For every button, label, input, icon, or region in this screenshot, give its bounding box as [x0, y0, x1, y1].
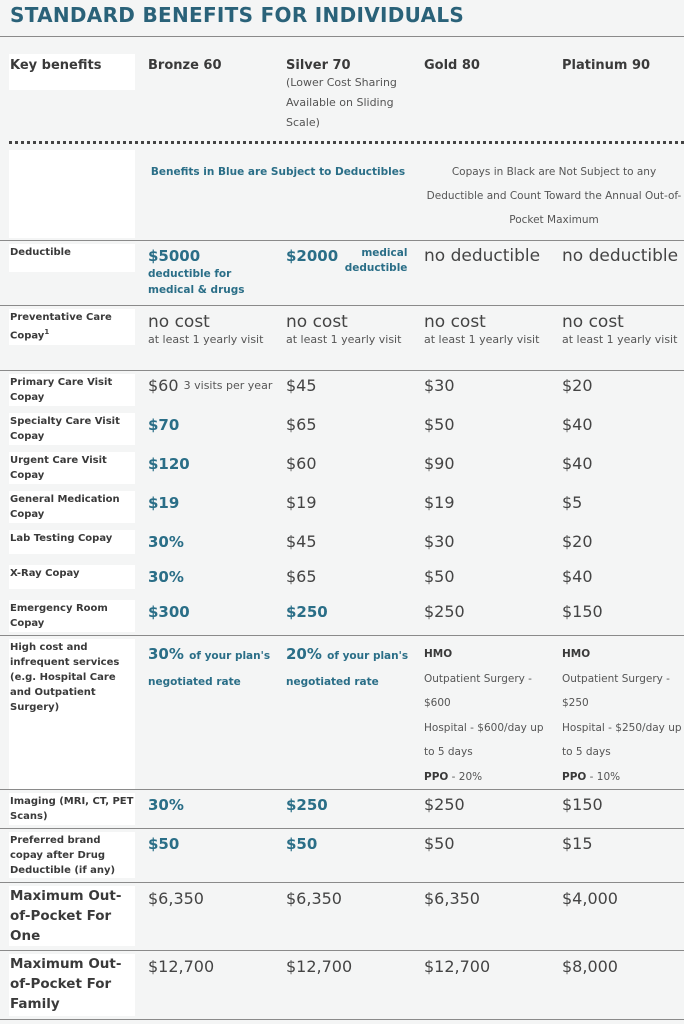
plan-bronze: Bronze 60 — [148, 58, 222, 73]
row-label-deductible: Deductible — [10, 247, 71, 258]
specialty-gold: $50 — [424, 415, 455, 434]
deductible-gold: no deductible — [424, 246, 541, 266]
high-cost-silver-note2: negotiated rate — [286, 676, 379, 688]
primary-silver: $45 — [286, 376, 317, 395]
label-box — [9, 150, 135, 238]
high-cost-bronze-note1: of your plan's — [189, 650, 271, 662]
lab-gold: $30 — [424, 532, 455, 551]
primary-bronze-note: 3 visits per year — [183, 379, 273, 392]
general-med-silver: $19 — [286, 493, 317, 512]
deductible-silver — [286, 246, 407, 276]
urgent-silver: $60 — [286, 454, 317, 473]
er-platinum: $150 — [562, 602, 603, 621]
dotted-divider — [9, 141, 684, 144]
general-med-gold: $19 — [424, 493, 455, 512]
urgent-gold: $90 — [424, 454, 455, 473]
lab-platinum: $20 — [562, 532, 593, 551]
row-label-general-medication: General Medication Copay — [10, 494, 120, 520]
row-divider — [0, 370, 684, 371]
deductible-silver-note: medical deductible — [344, 247, 408, 274]
silver-lower-cost-note: (Lower Cost Sharing Available on Sliding Scale) — [286, 76, 397, 129]
high-cost-gold — [424, 642, 554, 789]
row-divider — [0, 635, 684, 636]
imaging-silver: $250 — [286, 796, 328, 814]
preventative-gold-value: no cost — [424, 312, 486, 332]
high-cost-bronze-note2: negotiated rate — [148, 676, 241, 688]
xray-silver: $65 — [286, 567, 317, 586]
preventative-bronze-value: no cost — [148, 312, 210, 332]
platinum-ppo-label: PPO — [562, 770, 587, 783]
imaging-gold: $250 — [424, 795, 465, 814]
er-bronze: $300 — [148, 603, 190, 621]
imaging-bronze: 30% — [148, 796, 184, 814]
high-cost-platinum — [562, 642, 684, 789]
xray-bronze: 30% — [148, 568, 184, 586]
platinum-hospital: Hospital - $250/day up to 5 days — [562, 721, 682, 758]
row-label-imaging: Imaging (MRI, CT, PET Scans) — [10, 796, 134, 822]
deductible-bronze — [148, 246, 276, 298]
footnote-marker: 1 — [44, 328, 50, 336]
preventative-platinum — [562, 312, 684, 348]
row-label-primary-care: Primary Care Visit Copay — [10, 377, 113, 403]
plan-silver — [286, 58, 410, 133]
urgent-bronze: $120 — [148, 455, 190, 473]
brand-platinum: $15 — [562, 834, 593, 853]
specialty-bronze: $70 — [148, 416, 180, 434]
max-family-gold: $12,700 — [424, 957, 491, 976]
row-divider — [0, 950, 684, 951]
row-label-lab-testing: Lab Testing Copay — [10, 533, 113, 544]
deductible-platinum: no deductible — [562, 246, 679, 266]
preventative-gold-note: at least 1 yearly visit — [424, 333, 540, 346]
primary-gold: $30 — [424, 376, 455, 395]
imaging-platinum: $150 — [562, 795, 603, 814]
primary-bronze — [148, 376, 272, 396]
plan-gold: Gold 80 — [424, 58, 480, 73]
row-label-xray: X-Ray Copay — [10, 568, 80, 579]
max-one-bronze: $6,350 — [148, 889, 204, 908]
er-gold: $250 — [424, 602, 465, 621]
brand-bronze: $50 — [148, 835, 180, 853]
gold-ppo-label: PPO — [424, 770, 449, 783]
xray-platinum: $40 — [562, 567, 593, 586]
row-divider — [0, 789, 684, 790]
preventative-label-text: Preventative Care Copay — [10, 312, 112, 342]
preventative-bronze-note: at least 1 yearly visit — [148, 333, 264, 346]
preventative-silver-note: at least 1 yearly visit — [286, 333, 402, 346]
platinum-ppo-value: - 10% — [586, 770, 621, 783]
gold-hmo-label: HMO — [424, 648, 453, 660]
deductible-bronze-note: deductible for medical & drugs — [148, 268, 245, 296]
primary-platinum: $20 — [562, 376, 593, 395]
brand-gold: $50 — [424, 834, 455, 853]
gold-ppo-value: - 20% — [448, 770, 483, 783]
row-divider — [0, 1019, 684, 1020]
platinum-hmo-label: HMO — [562, 648, 591, 660]
general-med-bronze: $19 — [148, 494, 180, 512]
plan-silver-name: Silver 70 — [286, 58, 351, 73]
specialty-platinum: $40 — [562, 415, 593, 434]
high-cost-silver — [286, 642, 408, 694]
blue-deductible-note: Benefits in Blue are Subject to Deductibles — [150, 166, 406, 178]
preventative-gold — [424, 312, 552, 348]
row-label-high-cost: High cost and infrequent services (e.g. Hospital Care and Outpatient Surgery) — [10, 642, 120, 713]
urgent-platinum: $40 — [562, 454, 593, 473]
lab-bronze: 30% — [148, 533, 184, 551]
row-label-max-oop-family: Maximum Out-of-Pocket For Family — [10, 956, 122, 1012]
max-one-platinum: $4,000 — [562, 889, 618, 908]
high-cost-bronze-value: 30% — [148, 645, 184, 663]
plan-platinum: Platinum 90 — [562, 58, 651, 73]
max-family-silver: $12,700 — [286, 957, 353, 976]
max-one-silver: $6,350 — [286, 889, 342, 908]
black-copay-note: Copays in Black are Not Subject to any Deductible and Count Toward the Annual Out-of-Pocket Maximum — [426, 166, 682, 226]
row-label-preferred-brand: Preferred brand copay after Drug Deductible (if any) — [10, 835, 116, 876]
row-divider — [0, 828, 684, 829]
max-family-bronze: $12,700 — [148, 957, 215, 976]
preventative-platinum-value: no cost — [562, 312, 624, 332]
row-label-urgent-care: Urgent Care Visit Copay — [10, 455, 107, 481]
high-cost-silver-value: 20% — [286, 645, 322, 663]
preventative-silver — [286, 312, 414, 348]
er-silver: $250 — [286, 603, 328, 621]
gold-outpatient: Outpatient Surgery - $600 — [424, 672, 532, 709]
high-cost-silver-note1: of your plan's — [327, 650, 409, 662]
primary-bronze-value: $60 — [148, 376, 179, 395]
lab-silver: $45 — [286, 532, 317, 551]
row-divider — [0, 882, 684, 883]
deductible-bronze-value: $5000 — [148, 247, 201, 265]
preventative-silver-value: no cost — [286, 312, 348, 332]
preventative-bronze — [148, 312, 276, 348]
row-label-max-oop-one: Maximum Out-of-Pocket For One — [10, 888, 122, 944]
title-rule — [0, 36, 684, 37]
deductible-silver-value: $2000 — [286, 247, 339, 265]
platinum-outpatient: Outpatient Surgery - $250 — [562, 672, 670, 709]
gold-hospital: Hospital - $600/day up to 5 days — [424, 721, 544, 758]
row-label-emergency-room: Emergency Room Copay — [10, 603, 108, 629]
brand-silver: $50 — [286, 835, 318, 853]
preventative-platinum-note: at least 1 yearly visit — [562, 333, 678, 346]
row-label-preventative — [10, 310, 134, 343]
max-family-platinum: $8,000 — [562, 957, 618, 976]
specialty-silver: $65 — [286, 415, 317, 434]
general-med-platinum: $5 — [562, 493, 583, 512]
row-divider — [0, 305, 684, 306]
row-divider — [0, 240, 684, 241]
high-cost-bronze — [148, 642, 270, 694]
row-label-specialty-care: Specialty Care Visit Copay — [10, 416, 120, 442]
max-one-gold: $6,350 — [424, 889, 480, 908]
xray-gold: $50 — [424, 567, 455, 586]
page-title: STANDARD BENEFITS FOR INDIVIDUALS — [10, 3, 465, 27]
key-benefits-label: Key benefits — [10, 58, 102, 73]
